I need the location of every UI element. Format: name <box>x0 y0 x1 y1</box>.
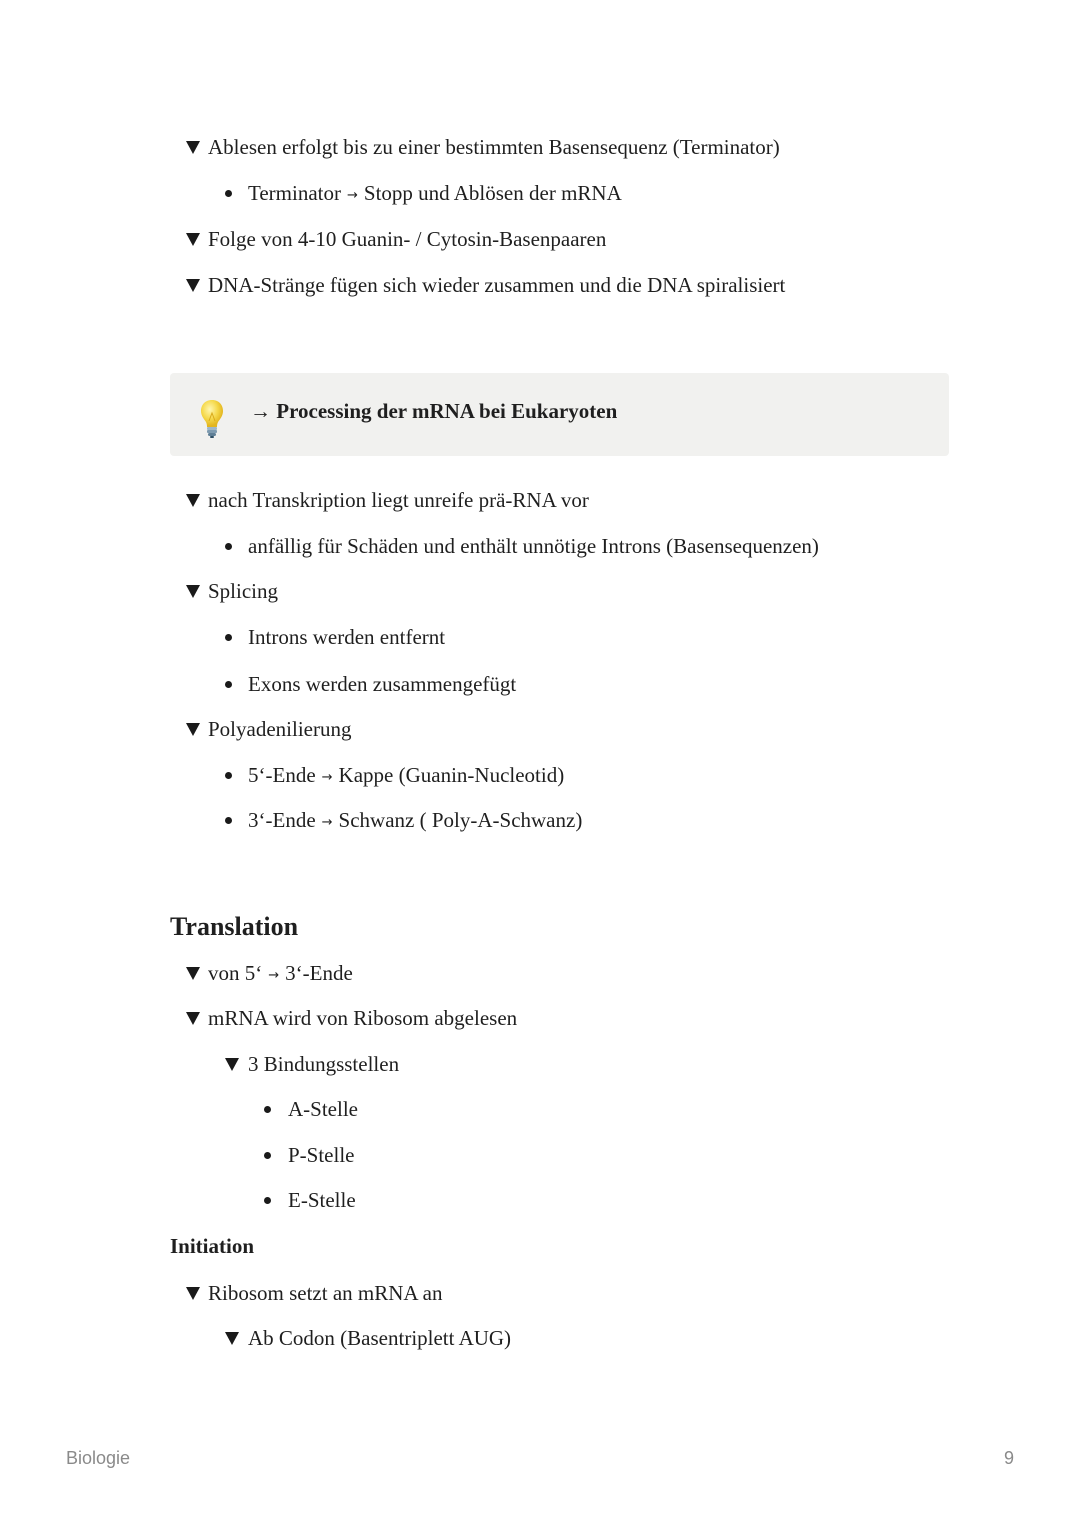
toggle-triangle-icon[interactable] <box>186 585 200 598</box>
arrow-right-icon: → <box>347 188 358 203</box>
toggle-triangle-icon[interactable] <box>225 1332 239 1345</box>
bullet-icon <box>264 1152 271 1159</box>
toggle-triangle-icon[interactable] <box>186 279 200 292</box>
bullet-icon <box>225 634 232 641</box>
page-number: 9 <box>1004 1448 1015 1468</box>
toggle-triangle-icon[interactable] <box>186 233 200 246</box>
arrow-right-icon: → <box>321 770 333 785</box>
bullet-icon <box>225 772 232 779</box>
toggle-triangle-icon[interactable] <box>186 494 200 507</box>
callout-box <box>170 373 949 456</box>
toggle-triangle-icon[interactable] <box>186 723 200 736</box>
bullet-icon <box>225 190 232 197</box>
toggle-triangle-icon[interactable] <box>186 1287 200 1300</box>
bullet-icon <box>225 543 232 550</box>
arrow-right-icon: → <box>268 968 280 983</box>
footer-subject: Biologie <box>66 1448 131 1468</box>
section-heading-initiation: Initiation <box>170 1234 255 1258</box>
callout-title: → Processing der mRNA bei Eukaryoten <box>250 399 618 423</box>
bullet-icon <box>225 681 232 688</box>
section-heading-translation: Translation <box>170 912 299 941</box>
bullet-icon <box>264 1197 271 1204</box>
arrow-right-icon: → <box>321 815 333 830</box>
bullet-icon <box>264 1106 271 1113</box>
lightbulb-icon <box>200 399 224 439</box>
bullet-icon <box>225 817 232 824</box>
toggle-triangle-icon[interactable] <box>186 141 200 154</box>
toggle-triangle-icon[interactable] <box>186 1012 200 1025</box>
toggle-triangle-icon[interactable] <box>225 1058 239 1071</box>
toggle-triangle-icon[interactable] <box>186 967 200 980</box>
